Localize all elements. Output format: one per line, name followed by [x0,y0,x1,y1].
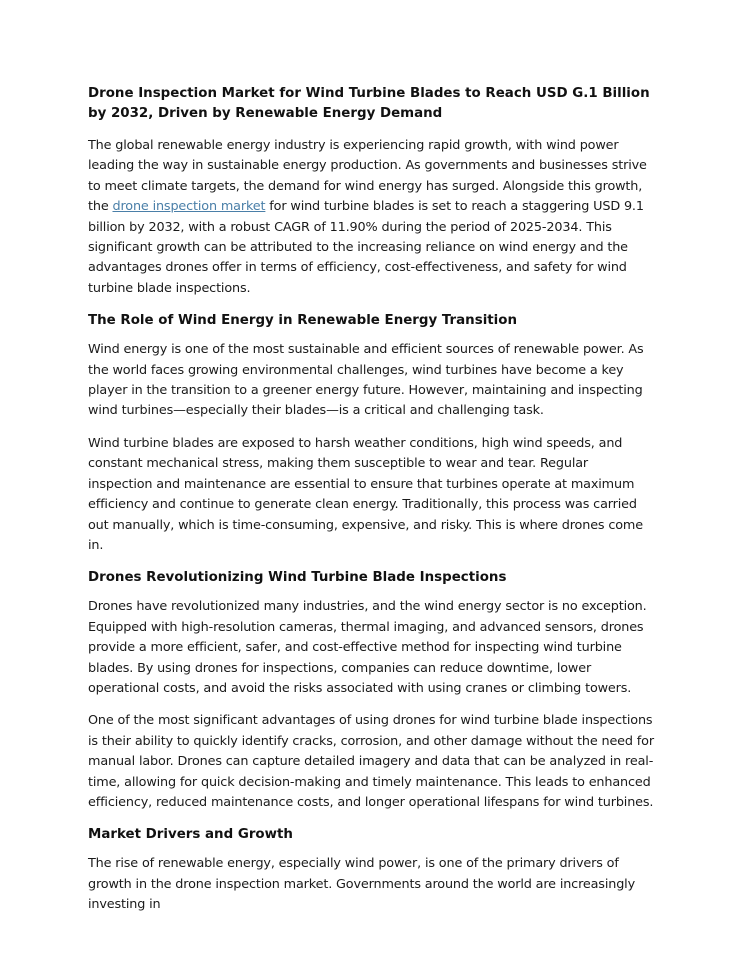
document-title: Drone Inspection Market for Wind Turbine Blades to Reach USD G.1 Billion by 2032, Driven by Renewable Energy Demand [88,86,650,121]
section-heading-market-drivers: Market Drivers and Growth [88,827,293,843]
drone-inspection-market-link[interactable]: drone inspection market [112,199,266,215]
intro-text-before: The global renewable energy industry is experiencing rapid growth, with wind power leading the way in sustainable energy production. As governments and businesses strive to meet climate targets, the demand for wind energy has surged. Alongside this growth, the [88,138,647,215]
paragraph: One of the most significant advantages of using drones for wind turbine blade inspections is their ability to quickly identify cracks, corrosion, and other damage without the need for manual labor. Drones can capture detailed imagery and data that can be analyzed in real-time, allowing for quick decision-making and timely maintenance. This leads to enhanced efficiency, reduced maintenance costs, and longer operational lifespans for wind turbines. [88,713,654,810]
paragraph: Drones have revolutionized many industries, and the wind energy sector is no exception. Equipped with high-resolution cameras, thermal imaging, and advanced sensors, drones provide a more efficient, safer, and cost-effective method for inspecting wind turbine blades. By using drones for inspections, companies can reduce downtime, lower operational costs, and avoid the risks associated with using cranes or climbing towers. [88,599,647,696]
paragraph: The rise of renewable energy, especially wind power, is one of the primary drivers of growth in the drone inspection market. Governments around the world are increasingly investing in [88,856,635,913]
paragraph: Wind turbine blades are exposed to harsh weather conditions, high wind speeds, and constant mechanical stress, making them susceptible to wear and tear. Regular inspection and maintenance are essential to ensure that turbines operate at maximum efficiency and continue to generate clean energy. Traditionally, this process was carried out manually, which is time-consuming, expensive, and risky. This is where drones come in. [88,435,643,553]
intro-paragraph [88,136,654,299]
section-heading-drones: Drones Revolutionizing Wind Turbine Blade Inspections [88,570,507,586]
intro-text-after: for wind turbine blades is set to reach a staggering USD 9.1 billion by 2032, with a robust CAGR of 11.90% during the period of 2025-2034. This significant growth can be attributed to the increasing reliance on wind energy and the advantages drones offer in terms of efficiency, cost-effectiveness, and safety for wind turbine blade inspections. [88,199,644,296]
document-page [88,84,654,928]
section-heading-wind-energy: The Role of Wind Energy in Renewable Energy Transition [88,313,518,329]
paragraph: Wind energy is one of the most sustainable and efficient sources of renewable power. As the world faces growing environmental challenges, wind turbines have become a key player in the transition to a greener energy future. However, maintaining and inspecting wind turbines—especially their blades—is a critical and challenging task. [88,342,644,419]
